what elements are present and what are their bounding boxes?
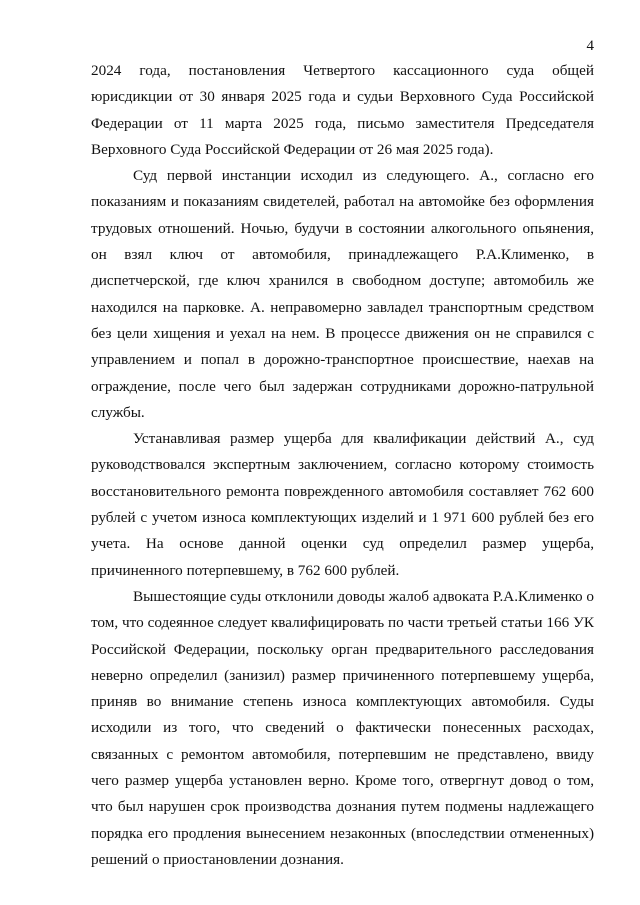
paragraph-first-instance: Суд первой инстанции исходил из следующего. А., согласно его показаниям и показаниям свидетелей, работал на автомойке без оформления трудовых отношений. Ночью, будучи в состоянии алкогольного опьянения, он взял ключ от автомобиля, принадлежащего Р.А.Клименко, в диспетчерской, где ключ хранился в свободном доступе; автомобиль же находился на парковке. А. неправомерно завладел транспортным средством без цели хищения и уехал на нем. В процессе движения он не справился с управлением и попал в дорожно-транспортное происшествие, наехав на ограждение, после чего был задержан сотрудниками дорожно-патрульной службы. xyxy=(91,167,594,421)
document-body xyxy=(91,58,594,873)
paragraph-higher-courts: Вышестоящие суды отклонили доводы жалоб адвоката Р.А.Клименко о том, что содеянное следует квалифицировать по части третьей статьи 166 УК Российской Федерации, поскольку орган предварительного расследования неверно определил (занизил) размер причиненного потерпевшему ущерба, приняв во внимание степень износа комплектующих автомобиля. Суды исходили из того, что сведений о фактически понесенных расходах, связанных с ремонтом автомобиля, потерпевшим не представлено, ввиду чего размер ущерба установлен верно. Кроме того, отвергнут довод о том, что был нарушен срок производства дознания путем подмены надлежащего порядка его продления вынесением незаконных (впоследствии отмененных) решений о приостановлении дознания. xyxy=(91,587,594,868)
page-number: 4 xyxy=(586,38,594,54)
paragraph-continuation: 2024 года, постановления Четвертого кассационного суда общей юрисдикции от 30 января 2025 года и судьи Верховного Суда Российской Федерации от 11 марта 2025 года, письмо заместителя Председателя Верховного Суда Российской Федерации от 26 мая 2025 года). xyxy=(91,62,594,158)
paragraph-damage-assessment: Устанавливая размер ущерба для квалификации действий А., суд руководствовался экспертным заключением, согласно которому стоимость восстановительного ремонта поврежденного автомобиля составляет 762 600 рублей с учетом износа комплектующих изделий и 1 971 600 рублей без его учета. На основе данной оценки суд определил размер ущерба, причиненного потерпевшему, в 762 600 рублей. xyxy=(91,430,594,579)
